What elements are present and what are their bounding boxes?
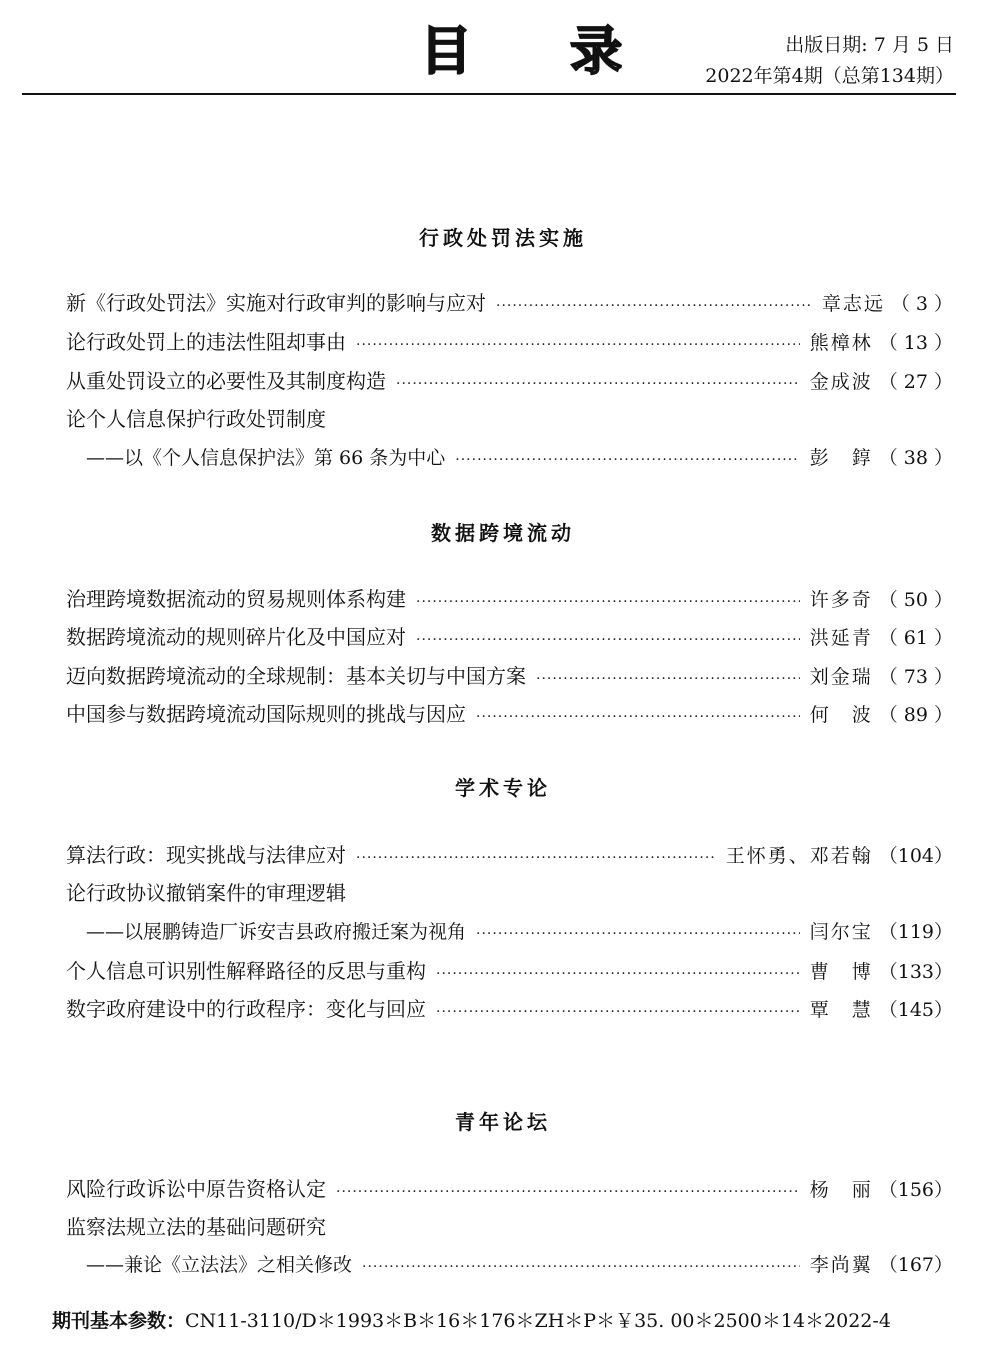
entry-subtitle: ——以展鹏铸造厂诉安吉县政府搬迁案为视角 [86, 921, 467, 943]
dot-leader [436, 959, 800, 989]
dot-leader [476, 702, 800, 732]
toc-entry[interactable] [66, 1174, 953, 1204]
dot-leader [336, 1177, 800, 1207]
header-divider [22, 93, 956, 95]
entry-page: （ 3 ） [890, 293, 953, 315]
dot-leader [396, 369, 800, 399]
entry-title[interactable]: 论行政协议撤销案件的审理逻辑 [66, 881, 346, 905]
section-title: 数据跨境流动 [431, 521, 575, 545]
toc-entry[interactable] [66, 661, 953, 691]
entry-page: （ 38 ） [878, 447, 953, 469]
entry-subtitle: ——以《个人信息保护法》第 66 条为中心 [86, 447, 446, 469]
entry-author: 许多奇 [809, 589, 873, 611]
toc-entry[interactable] [66, 327, 953, 357]
entry-page: （167） [878, 1254, 953, 1276]
section-title: 青年论坛 [455, 1110, 551, 1134]
dot-leader [496, 291, 812, 321]
toc-entry[interactable] [66, 699, 953, 729]
entry-author: 王怀勇、邓若翰 [725, 845, 873, 867]
entry-author: 彭 錞 [809, 447, 873, 469]
entry-page: （ 73 ） [878, 666, 953, 688]
entry-page: （ 50 ） [878, 589, 953, 611]
toc-entry[interactable] [66, 288, 953, 318]
entry-title[interactable]: 论个人信息保护行政处罚制度 [66, 407, 326, 431]
entry-author: 覃 慧 [809, 999, 873, 1021]
publication-info [705, 30, 954, 92]
toc-entry[interactable] [66, 1250, 953, 1280]
issue-number: 2022年第4期（总第134期） [705, 65, 954, 87]
journal-parameters [52, 1306, 891, 1333]
entry-author: 杨 丽 [809, 1179, 873, 1201]
dot-leader [436, 997, 800, 1027]
entry-title: 算法行政：现实挑战与法律应对 [66, 843, 346, 867]
entry-page: （ 61 ） [878, 627, 953, 649]
entry-title: 中国参与数据跨境流动国际规则的挑战与因应 [66, 702, 466, 726]
entry-page: （ 27 ） [878, 371, 953, 393]
entry-title: 数据跨境流动的规则碎片化及中国应对 [66, 625, 406, 649]
entry-page: （ 89 ） [878, 704, 953, 726]
toc-entry[interactable] [66, 994, 953, 1024]
entry-title: 迈向数据跨境流动的全球规制：基本关切与中国方案 [66, 664, 526, 688]
entry-subtitle: ——兼论《立法法》之相关修改 [86, 1254, 353, 1276]
journal-parameters-value: CN11-3110/D＊1993＊B＊16＊176＊ZH＊P＊￥35. 00＊2500＊14＊2022-4 [185, 1310, 891, 1332]
entry-title[interactable]: 监察法规立法的基础问题研究 [66, 1215, 326, 1239]
entry-author: 曹 博 [809, 961, 873, 983]
dot-leader [455, 445, 799, 475]
entry-title: 治理跨境数据流动的贸易规则体系构建 [66, 587, 406, 611]
toc-entry[interactable] [66, 917, 953, 947]
page-title: 目 录 [420, 21, 663, 82]
entry-page: （133） [878, 961, 953, 983]
toc-entry[interactable] [66, 622, 953, 652]
entry-author: 刘金瑞 [809, 666, 873, 688]
entry-author: 金成波 [809, 371, 873, 393]
dot-leader [416, 625, 800, 655]
entry-title: 新《行政处罚法》实施对行政审判的影响与应对 [66, 291, 486, 315]
entry-author: 闫尔宝 [809, 921, 873, 943]
entry-author: 章志远 [821, 293, 885, 315]
dot-leader [356, 843, 716, 873]
entry-page: （156） [878, 1179, 953, 1201]
entry-page: （119） [878, 921, 953, 943]
entry-title: 风险行政诉讼中原告资格认定 [66, 1177, 326, 1201]
dot-leader [536, 664, 800, 694]
section-title: 行政处罚法实施 [419, 226, 587, 250]
entry-page: （104） [878, 845, 953, 867]
dot-leader [356, 330, 800, 360]
toc-entry[interactable] [66, 366, 953, 396]
entry-author: 熊樟林 [809, 332, 873, 354]
dot-leader [476, 919, 800, 949]
entry-title: 论行政处罚上的违法性阻却事由 [66, 330, 346, 354]
entry-title: 个人信息可识别性解释路径的反思与重构 [66, 959, 426, 983]
dot-leader [416, 587, 800, 617]
toc-entry[interactable] [66, 584, 953, 614]
dot-leader [362, 1252, 800, 1282]
section-title: 学术专论 [455, 776, 551, 800]
toc-entry[interactable] [66, 840, 953, 870]
entry-page: （ 13 ） [878, 332, 953, 354]
entry-author: 李尚翼 [809, 1254, 873, 1276]
journal-parameters-label: 期刊基本参数： [52, 1310, 186, 1332]
entry-author: 洪延青 [809, 627, 873, 649]
entry-author: 何 波 [809, 704, 873, 726]
entry-title: 从重处罚设立的必要性及其制度构造 [66, 369, 386, 393]
publication-date: 出版日期: 7 月 5 日 [785, 34, 954, 56]
entry-title: 数字政府建设中的行政程序：变化与回应 [66, 997, 426, 1021]
toc-entry[interactable] [66, 956, 953, 986]
toc-entry[interactable] [66, 443, 953, 473]
entry-page: （145） [878, 999, 953, 1021]
